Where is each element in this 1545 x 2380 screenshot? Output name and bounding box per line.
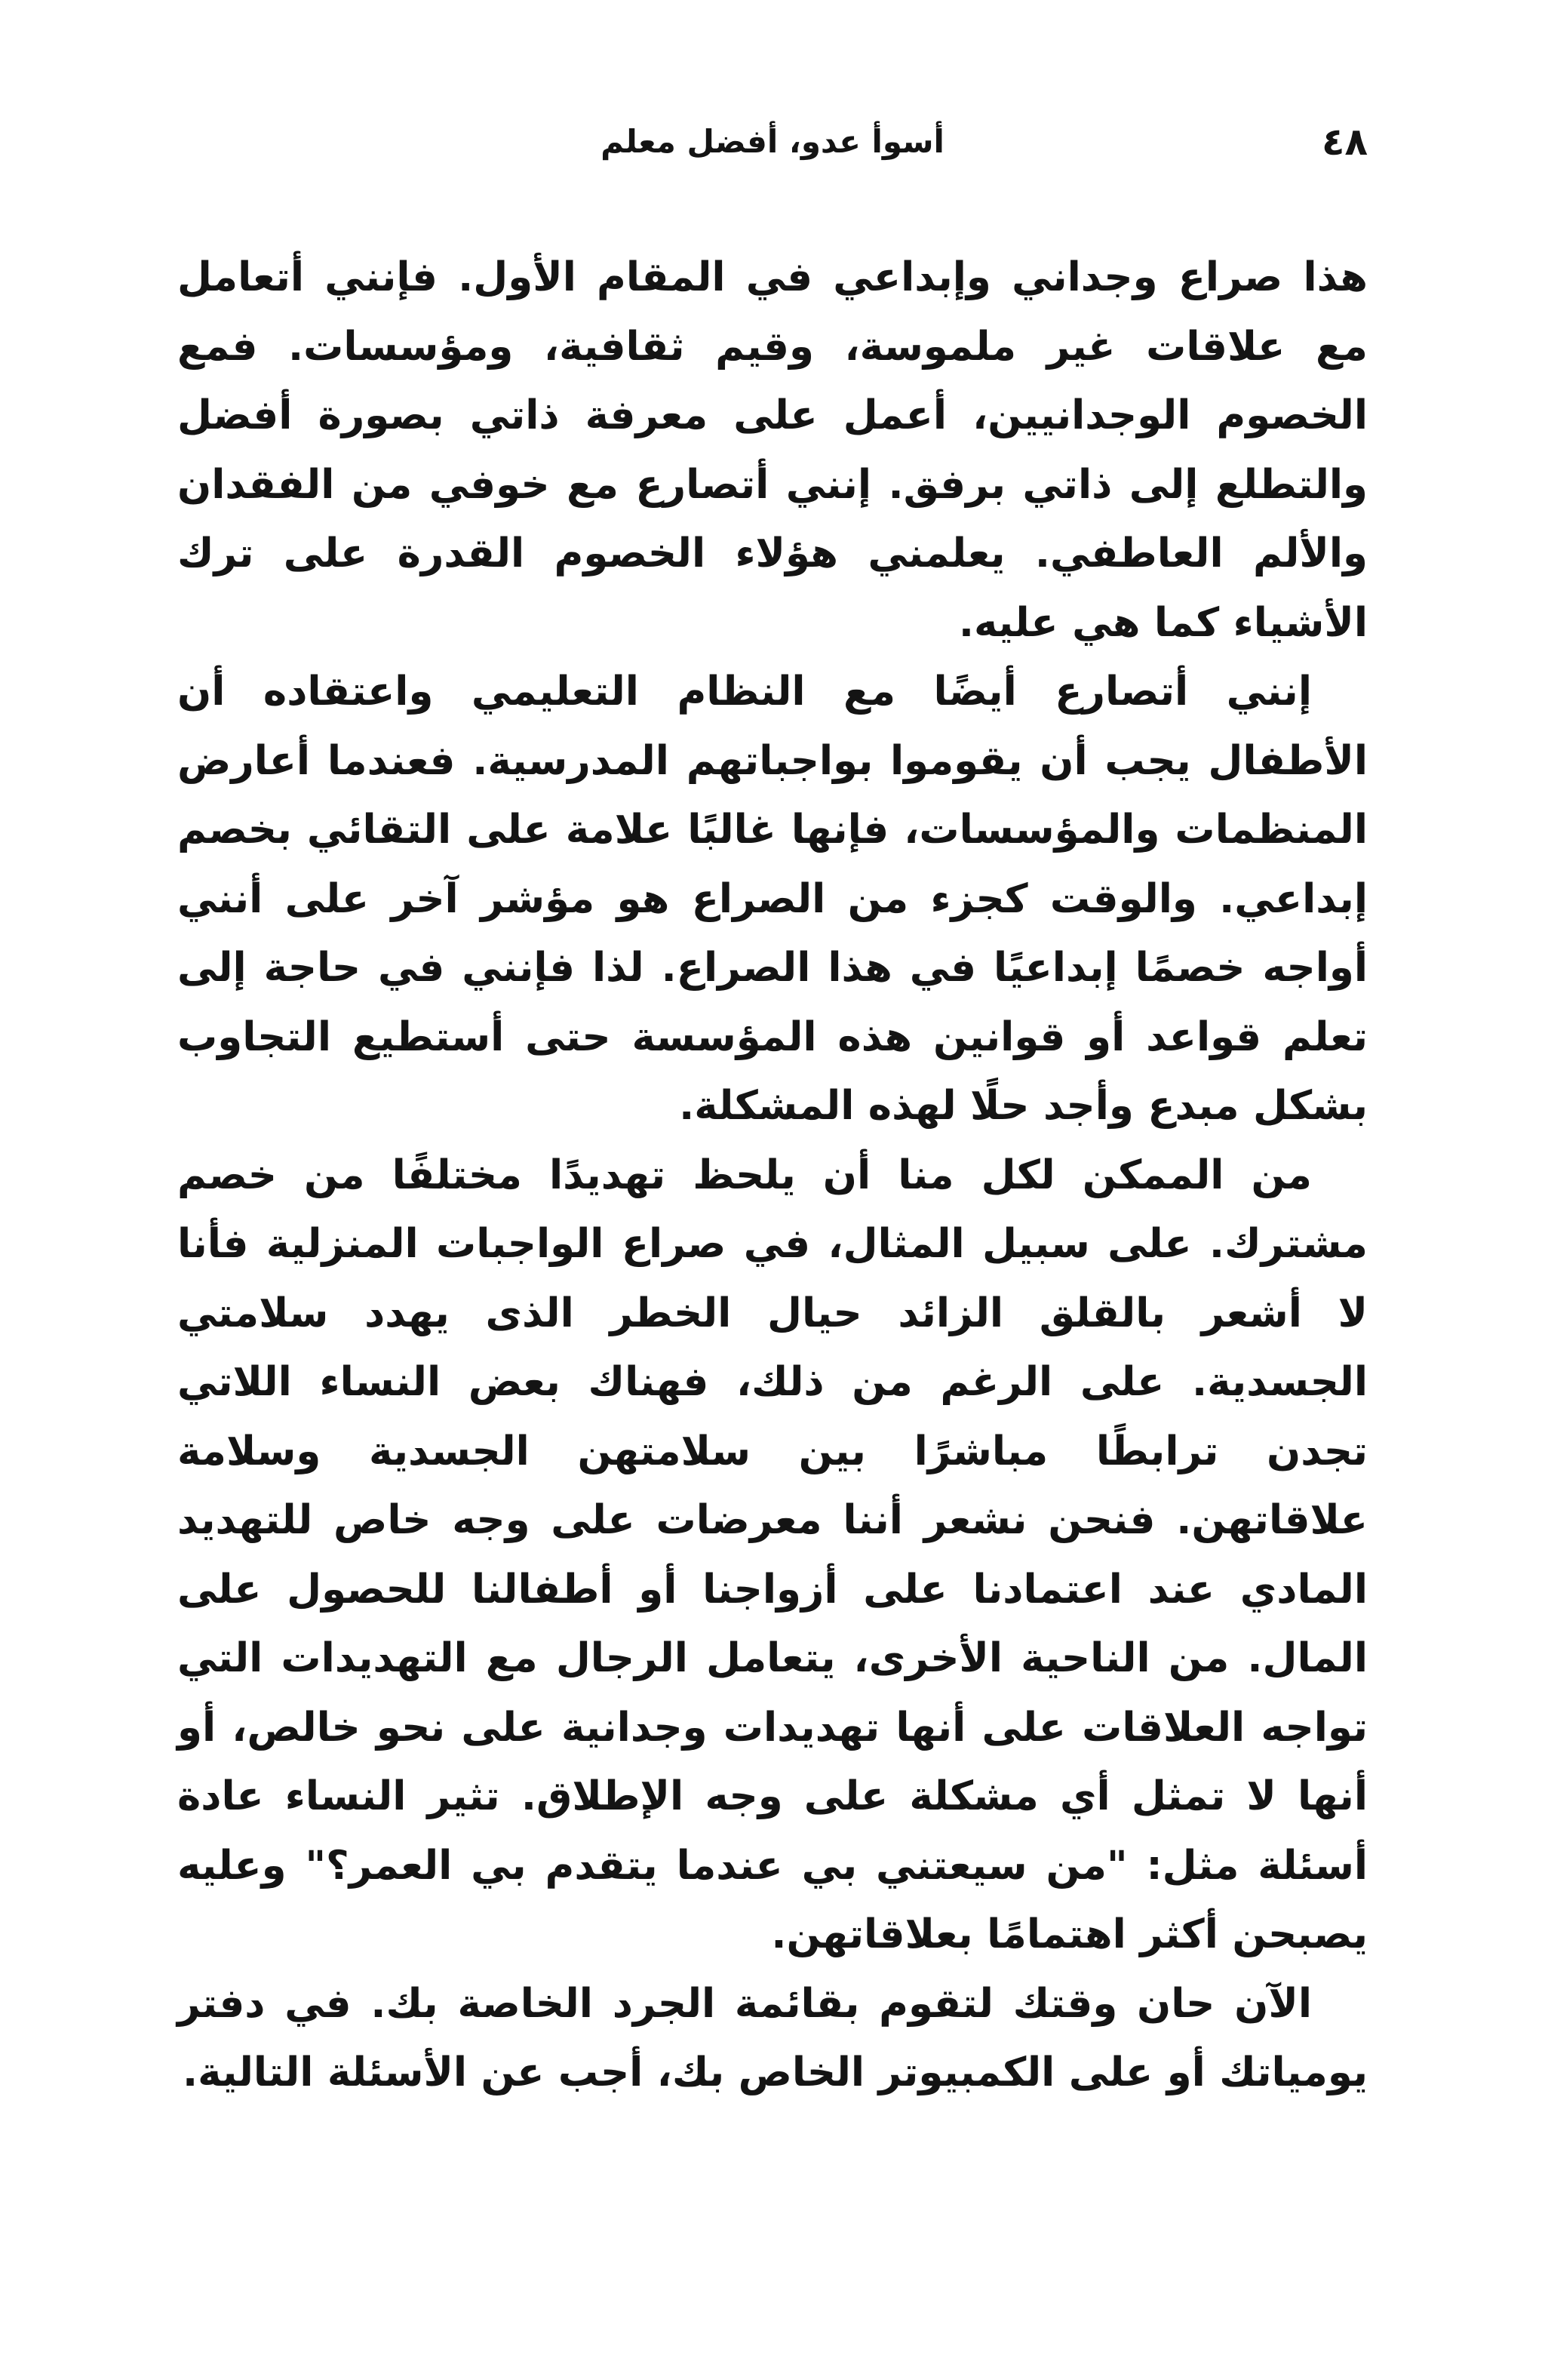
running-title: أسوأ عدو، أفضل معلم xyxy=(600,123,945,160)
paragraph: من الممكن لكل منا أن يلحظ تهديدًا مختلفًا من خصم مشترك. على سبيل المثال، في صراع الواجبات المنزلية فأنا لا أشعر بالقلق الزائد حيال الخطر الذى يهدد سلامتي الجسدية. على الرغم من ذلك، فهناك بعض النساء اللاتي تجدن ترابطًا مباشرًا بين سلامتهن الجسدية وسلامة علاقاتهن. فنحن نشعر أننا معرضات على وجه خاص للتهديد المادي عند اعتمادنا على أزواجنا أو أطفالنا للحصول على المال. من الناحية الأخرى، يتعامل الرجال مع التهديدات التي تواجه العلاقات على أنها تهديدات وجدانية على نحو خالص، أو أنها لا تمثل أي مشكلة على وجه الإطلاق. تثير النساء عادة أسئلة مثل: "من سيعتني بي عندما يتقدم بي العمر؟" وعليه يصبحن أكثر اهتمامًا بعلاقاتهن. xyxy=(177,1152,1368,1957)
page-number: ٤٨ xyxy=(1321,120,1368,164)
page-header xyxy=(177,112,1368,172)
body-text xyxy=(177,243,1368,2108)
paragraph: الآن حان وقتك لتقوم بقائمة الجرد الخاصة بك. في دفتر يومياتك أو على الكمبيوتر الخاص بك، أجب عن الأسئلة التالية. xyxy=(177,1980,1368,2096)
paragraph: إنني أتصارع أيضًا مع النظام التعليمي واعتقاده أن الأطفال يجب أن يقوموا بواجباتهم المدرسية. فعندما أعارض المنظمات والمؤسسات، فإنها غالبًا علامة على التقائي بخصم إبداعي. والوقت كجزء من الصراع هو مؤشر آخر على أنني أواجه خصمًا إبداعيًا في هذا الصراع. لذا فإنني في حاجة إلى تعلم قواعد أو قوانين هذه المؤسسة حتى أستطيع التجاوب بشكل مبدع وأجد حلًا لهذه المشكلة. xyxy=(177,669,1368,1129)
paragraph: هذا صراع وجداني وإبداعي في المقام الأول. فإنني أتعامل مع علاقات غير ملموسة، وقيم ثقافية، ومؤسسات. فمع الخصوم الوجدانيين، أعمل على معرفة ذاتي بصورة أفضل والتطلع إلى ذاتي برفق. إنني أتصارع مع خوفي من الفقدان والألم العاطفي. يعلمني هؤلاء الخصوم القدرة على ترك الأشياء كما هي عليه. xyxy=(177,254,1368,646)
